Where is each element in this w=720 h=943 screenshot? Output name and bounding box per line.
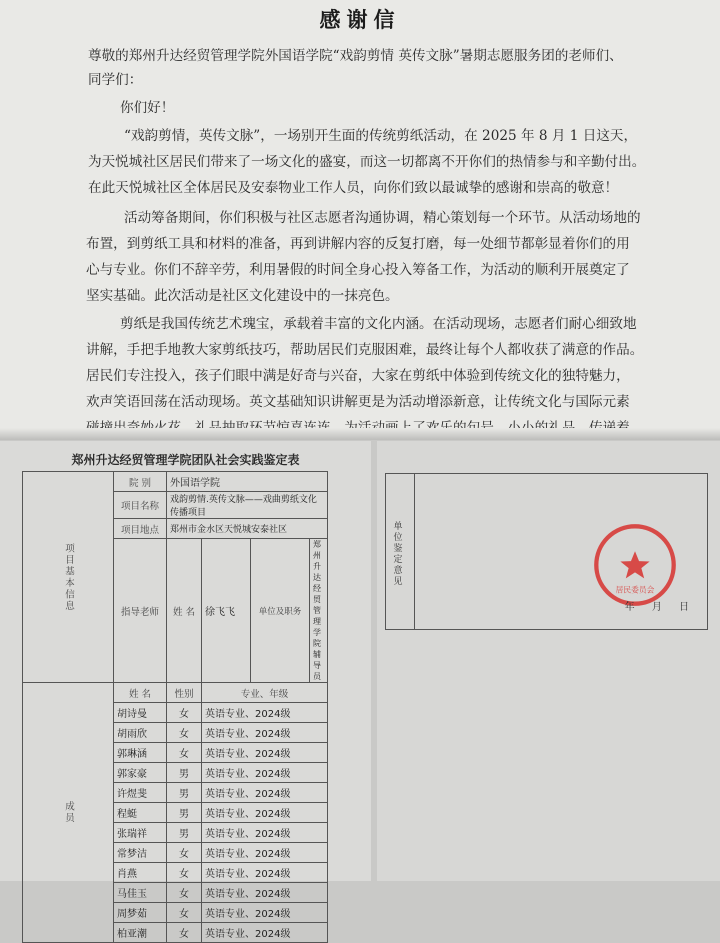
evaluation-form-photo xyxy=(0,441,371,940)
letter-line: 你们好！ xyxy=(120,100,175,116)
label-unit: 单位及职务 xyxy=(251,539,310,683)
page-cut-shadow xyxy=(0,428,720,440)
table-row: 周梦茹 女 英语专业、2024级 xyxy=(23,903,328,923)
col-gender: 性别 xyxy=(167,683,202,703)
form-title: 郑州升达经贸管理学院团队社会实践鉴定表 xyxy=(71,453,300,467)
letter-line: “戏韵剪情，英传文脉”，一场别开生面的传统剪纸活动，在 2025 年 8 月 1 日这天， xyxy=(124,128,638,144)
letter-line: 活动筹备期间，你们积极与社区志愿者沟通协调，精心策划每一个环节。从活动场地的 xyxy=(124,210,641,226)
label-project-name: 项目名称 xyxy=(114,492,167,519)
label-advisor: 指导老师 xyxy=(114,539,167,683)
members-label: 成员 xyxy=(23,683,114,943)
letter-line: 居民们专注投入，孩子们眼中满是好奇与兴奋，大家在剪纸中体验到传统文化的独特魅力， xyxy=(86,368,630,384)
section-label: 项目基本信息 xyxy=(23,472,114,683)
letter-line: 坚实基础。此次活动是社区文化建设中的一抹亮色。 xyxy=(86,288,399,304)
table-row: 程蜓 男 英语专业、2024级 xyxy=(23,803,328,823)
unit-evaluation-photo xyxy=(377,441,720,881)
letter-line: 布置，到剪纸工具和材料的准备，再到讲解内容的反复打磨，每一处细节都彰显着你们的用 xyxy=(86,236,630,252)
label-name: 姓 名 xyxy=(167,539,202,683)
day-label: 日 xyxy=(679,602,689,613)
letter-title: 感谢信 xyxy=(319,7,401,32)
month-label: 月 xyxy=(651,602,662,613)
official-seal xyxy=(592,522,678,608)
thank-you-letter xyxy=(0,0,720,436)
seal-star-icon xyxy=(620,551,649,578)
col-major-grade: 专业、年级 xyxy=(202,683,328,703)
label-project-place: 项目地点 xyxy=(114,519,167,539)
letter-line: 同学们： xyxy=(88,72,143,88)
letter-line: 在此天悦城社区全体居民及安泰物业工作人员，向你们致以最诚挚的感谢和崇高的敬意！ xyxy=(88,180,619,196)
table-row: 胡雨欣 女 英语专业、2024级 xyxy=(23,723,328,743)
value-advisor-unit: 郑州升达经贸管理学院辅导员 xyxy=(310,539,328,683)
table-row: 常梦洁 女 英语专业、2024级 xyxy=(23,843,328,863)
table-row: 许煜斐 男 英语专业、2024级 xyxy=(23,783,328,803)
value-project-place: 郑州市金水区天悦城安泰社区 xyxy=(167,519,328,539)
table-row: 马佳玉 女 英语专业、2024级 xyxy=(23,883,328,903)
letter-line: 欢声笑语回荡在活动现场。英文基础知识讲解更是为活动增添新意，让传统文化与国际元素 xyxy=(86,394,630,410)
table-row: 柏亚潮 女 英语专业、2024级 xyxy=(23,923,328,943)
letter-line: 尊敬的郑州升达经贸管理学院外国语学院“戏韵剪情 英传文脉”暑期志愿服务团的老师们、 xyxy=(88,48,623,64)
col-name: 姓 名 xyxy=(114,683,167,703)
box-divider xyxy=(414,474,415,629)
letter-line: 讲解，手把手地教大家剪纸技巧，帮助居民们克服困难，最终让每个人都收获了满意的作品。 xyxy=(86,342,644,358)
evaluation-form-table xyxy=(22,471,328,943)
table-row: 胡诗曼 女 英语专业、2024级 xyxy=(23,703,328,723)
letter-line: 剪纸是我国传统艺术瑰宝，承载着丰富的文化内涵。在活动现场，志愿者们耐心细致地 xyxy=(120,316,637,332)
year-label: 年 xyxy=(624,602,635,613)
table-row: 张瑞祥 男 英语专业、2024级 xyxy=(23,823,328,843)
seal-text: 居民委员会 xyxy=(615,585,655,595)
unit-evaluation-box xyxy=(385,473,708,630)
label-department: 院 别 xyxy=(114,472,167,492)
table-row: 郭家豪 男 英语专业、2024级 xyxy=(23,763,328,783)
value-department: 外国语学院 xyxy=(167,472,328,492)
letter-line: 为天悦城社区居民们带来了一场文化的盛宴，而这一切都离不开你们的热情参与和辛勤付出。 xyxy=(88,154,646,170)
table-row: 郭琳涵 女 英语专业、2024级 xyxy=(23,743,328,763)
date-line xyxy=(611,598,689,613)
value-project-name: 戏韵剪情.英传文脉——戏曲剪纸文化传播项目 xyxy=(167,492,328,519)
unit-evaluation-label: 单位鉴定意见 xyxy=(393,522,403,587)
value-advisor-name: 徐飞飞 xyxy=(202,539,251,683)
table-row: 肖燕 女 英语专业、2024级 xyxy=(23,863,328,883)
letter-line: 心与专业。你们不辞辛劳，利用暑假的时间全身心投入筹备工作，为活动的顺利开展奠定了 xyxy=(86,262,630,278)
